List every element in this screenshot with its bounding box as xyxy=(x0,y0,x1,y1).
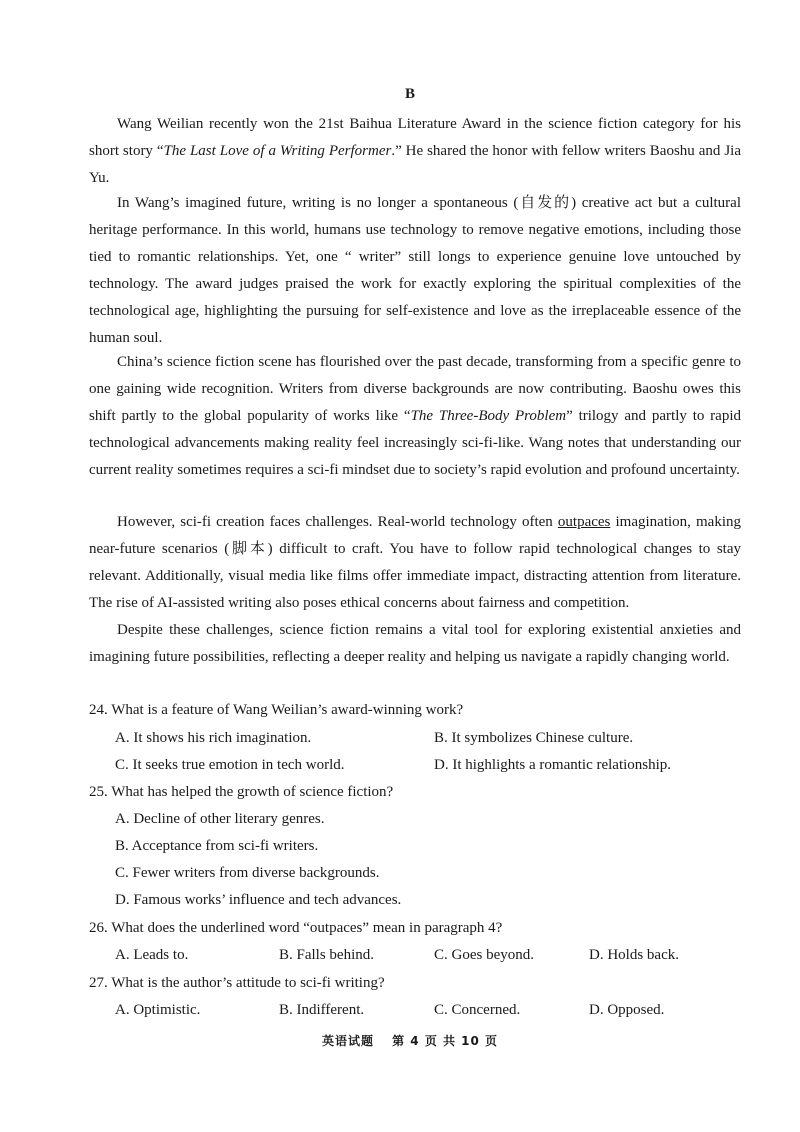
paragraph-4-text-a: However, sci-fi creation faces challenges. Real-world technology often xyxy=(117,514,558,530)
question-25-option-c[interactable]: C. Fewer writers from diverse backgrounds. xyxy=(115,865,380,881)
paragraph-3-text-a: China’s science fiction scene has flourished over the past decade, transforming from a specific genre to one gaining wide recognition. Writers from diverse backgrounds are now contributing. Baoshu owes this shift partly to the global popularity of works like “ xyxy=(89,354,741,424)
underlined-word: outpaces xyxy=(557,514,611,530)
paragraph-5: Despite these challenges, science fiction remains a vital tool for exploring existential anxieties and imagining future possibilities, reflecting a deeper reality and helping us navigate a rapidly changing world. xyxy=(89,622,741,665)
paragraph-1 xyxy=(89,111,741,192)
story-title: The Last Love of a Writing Performer xyxy=(163,143,392,159)
question-27-stem: 27. What is the author’s attitude to sci-fi writing? xyxy=(89,975,385,991)
paragraph-1-text-b: .” He shared the honor with fellow writers Baoshu and Jia Yu. xyxy=(89,143,741,186)
question-25-option-d[interactable]: D. Famous works’ influence and tech advances. xyxy=(115,892,402,908)
paragraph-3-text-b: ” trilogy and partly to rapid technological advancements making reality feel increasingly sci-fi-like. Wang notes that understanding our current reality sometimes requires a sci-fi mindset due to society’s rapid evolution and profound uncertainty. xyxy=(89,408,742,478)
page-footer: 英语试题 第 4 页 共 10 页 xyxy=(321,1034,499,1048)
section-title: B xyxy=(404,86,415,102)
paragraph-4-text-b: imagination, making near-future scenarios (脚本) difficult to craft. You have to follow rapid technological changes to stay relevant. Additionally, visual media like films offer immediate impact, distracting attention from literature. The rise of AI-assisted writing also poses ethical concerns about fairness and competition. xyxy=(89,514,741,611)
question-27-option-a[interactable]: A. Optimistic. xyxy=(115,1002,201,1018)
question-25-option-a[interactable]: A. Decline of other literary genres. xyxy=(115,811,325,827)
paragraph-1-text-a: Wang Weilian recently won the 21st Baihua Literature Award in the science fiction category for his short story “ xyxy=(89,116,741,159)
question-25-option-b[interactable]: B. Acceptance from sci-fi writers. xyxy=(115,838,319,854)
question-24-option-a[interactable]: A. It shows his rich imagination. xyxy=(115,730,312,746)
question-24-stem: 24. What is a feature of Wang Weilian’s award-winning work? xyxy=(89,702,464,718)
question-26-stem: 26. What does the underlined word “outpaces” mean in paragraph 4? xyxy=(89,920,503,936)
question-24-option-b[interactable]: B. It symbolizes Chinese culture. xyxy=(434,730,634,746)
question-26-option-d[interactable]: D. Holds back. xyxy=(589,947,679,963)
question-26-option-a[interactable]: A. Leads to. xyxy=(115,947,189,963)
question-26-option-b[interactable]: B. Falls behind. xyxy=(279,947,375,963)
paragraph-3 xyxy=(89,349,741,484)
question-27-option-b[interactable]: B. Indifferent. xyxy=(279,1002,365,1018)
question-27-option-c[interactable]: C. Concerned. xyxy=(434,1002,521,1018)
trilogy-title: The Three-Body Problem xyxy=(410,408,567,424)
question-24-option-d[interactable]: D. It highlights a romantic relationship. xyxy=(434,757,672,773)
question-25-stem: 25. What has helped the growth of science fiction? xyxy=(89,784,394,800)
question-24-option-c[interactable]: C. It seeks true emotion in tech world. xyxy=(115,757,345,773)
paragraph-2: In Wang’s imagined future, writing is no longer a spontaneous (自发的) creative act but a cultural heritage performance. In this world, humans use technology to remove negative emotions, including those tied to romantic relationships. Yet, one “ writer” still longs to experience genuine love untouched by technology. The award judges praised the work for exactly exploring the spiritual complexities of the technological age, highlighting the pursuing for self-existence and love as the irreplaceable essence of the human soul. xyxy=(89,195,741,346)
question-27-option-d[interactable]: D. Opposed. xyxy=(589,1002,665,1018)
paragraph-4 xyxy=(89,509,741,617)
question-26-option-c[interactable]: C. Goes beyond. xyxy=(434,947,534,963)
